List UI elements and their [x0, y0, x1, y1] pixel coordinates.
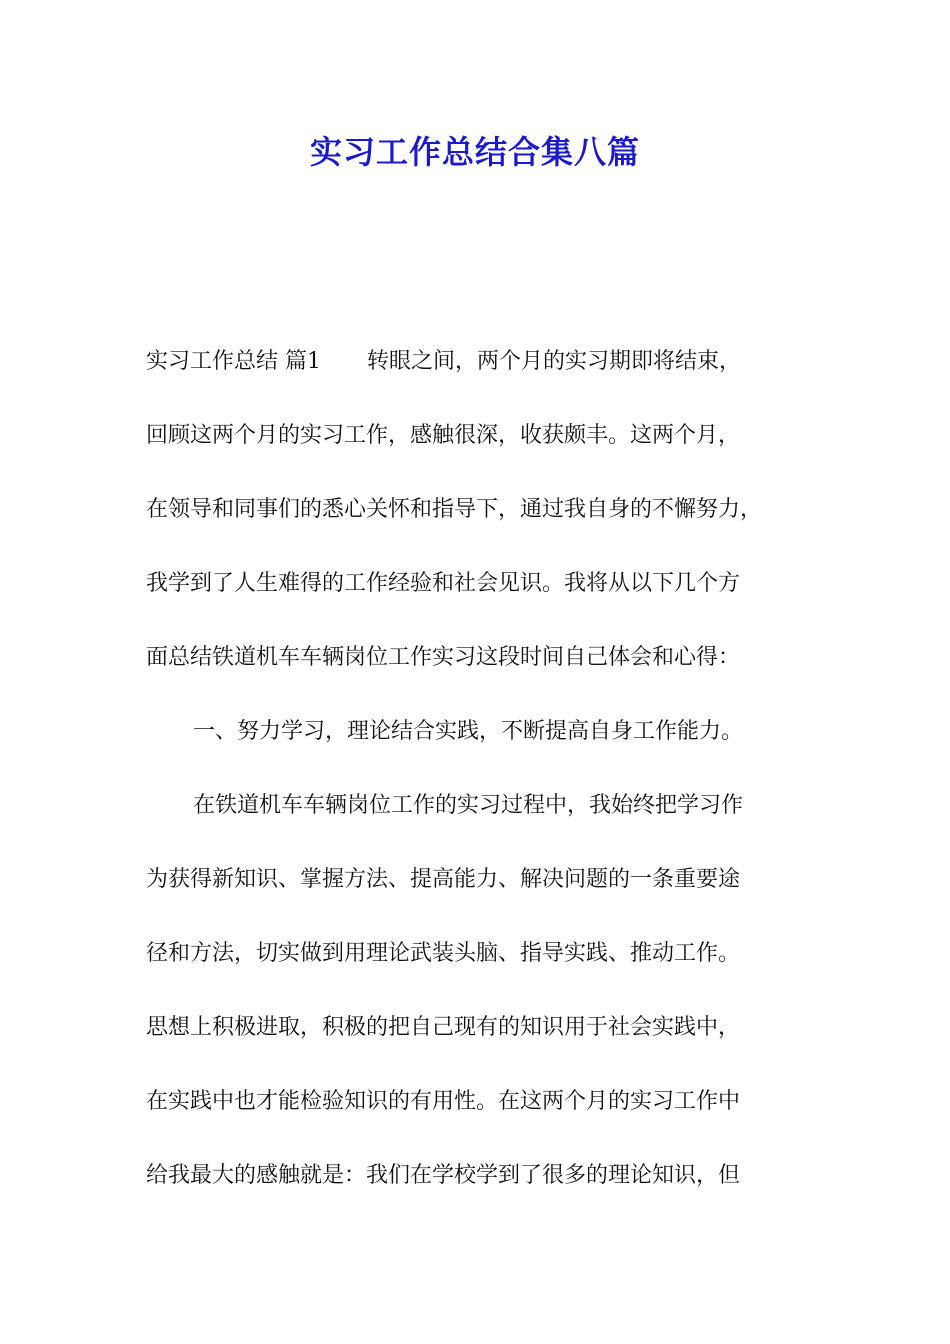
paragraph-line-9: 径和方法，切实做到用理论武装头脑、指导实践、推动工作。 [146, 941, 741, 966]
document-title: 实习工作总结合集八篇 [309, 133, 640, 171]
paragraph-line-2: 回顾这两个月的实习工作，感触很深，收获颇丰。这两个月， [146, 423, 741, 448]
paragraph-line-4: 我学到了人生难得的工作经验和社会见识。我将从以下几个方 [146, 571, 741, 596]
paragraph-line-11: 在实践中也才能检验知识的有用性。在这两个月的实习工作中 [146, 1089, 741, 1114]
paragraph-line-8: 为获得新知识、掌握方法、提高能力、解决问题的一条重要途 [146, 867, 741, 892]
paragraph-line-10: 思想上积极进取，积极的把自己现有的知识用于社会实践中， [146, 1015, 741, 1040]
paragraph-line-3: 在领导和同事们的悉心关怀和指导下，通过我自身的不懈努力， [146, 497, 763, 522]
paragraph-line-1 [146, 346, 826, 378]
paragraph-line-7: 在铁道机车车辆岗位工作的实习过程中，我始终把学习作 [193, 793, 744, 818]
section-heading: 实习工作总结 篇1 [146, 349, 321, 374]
paragraph-line-5: 面总结铁道机车车辆岗位工作实习这段时间自己体会和心得： [146, 645, 741, 670]
paragraph-line-12: 给我最大的感触就是：我们在学校学到了很多的理论知识，但 [146, 1163, 741, 1188]
line-text: 转眼之间，两个月的实习期即将结束， [367, 349, 742, 374]
section-subheading: 一、努力学习，理论结合实践，不断提高自身工作能力。 [193, 719, 744, 744]
